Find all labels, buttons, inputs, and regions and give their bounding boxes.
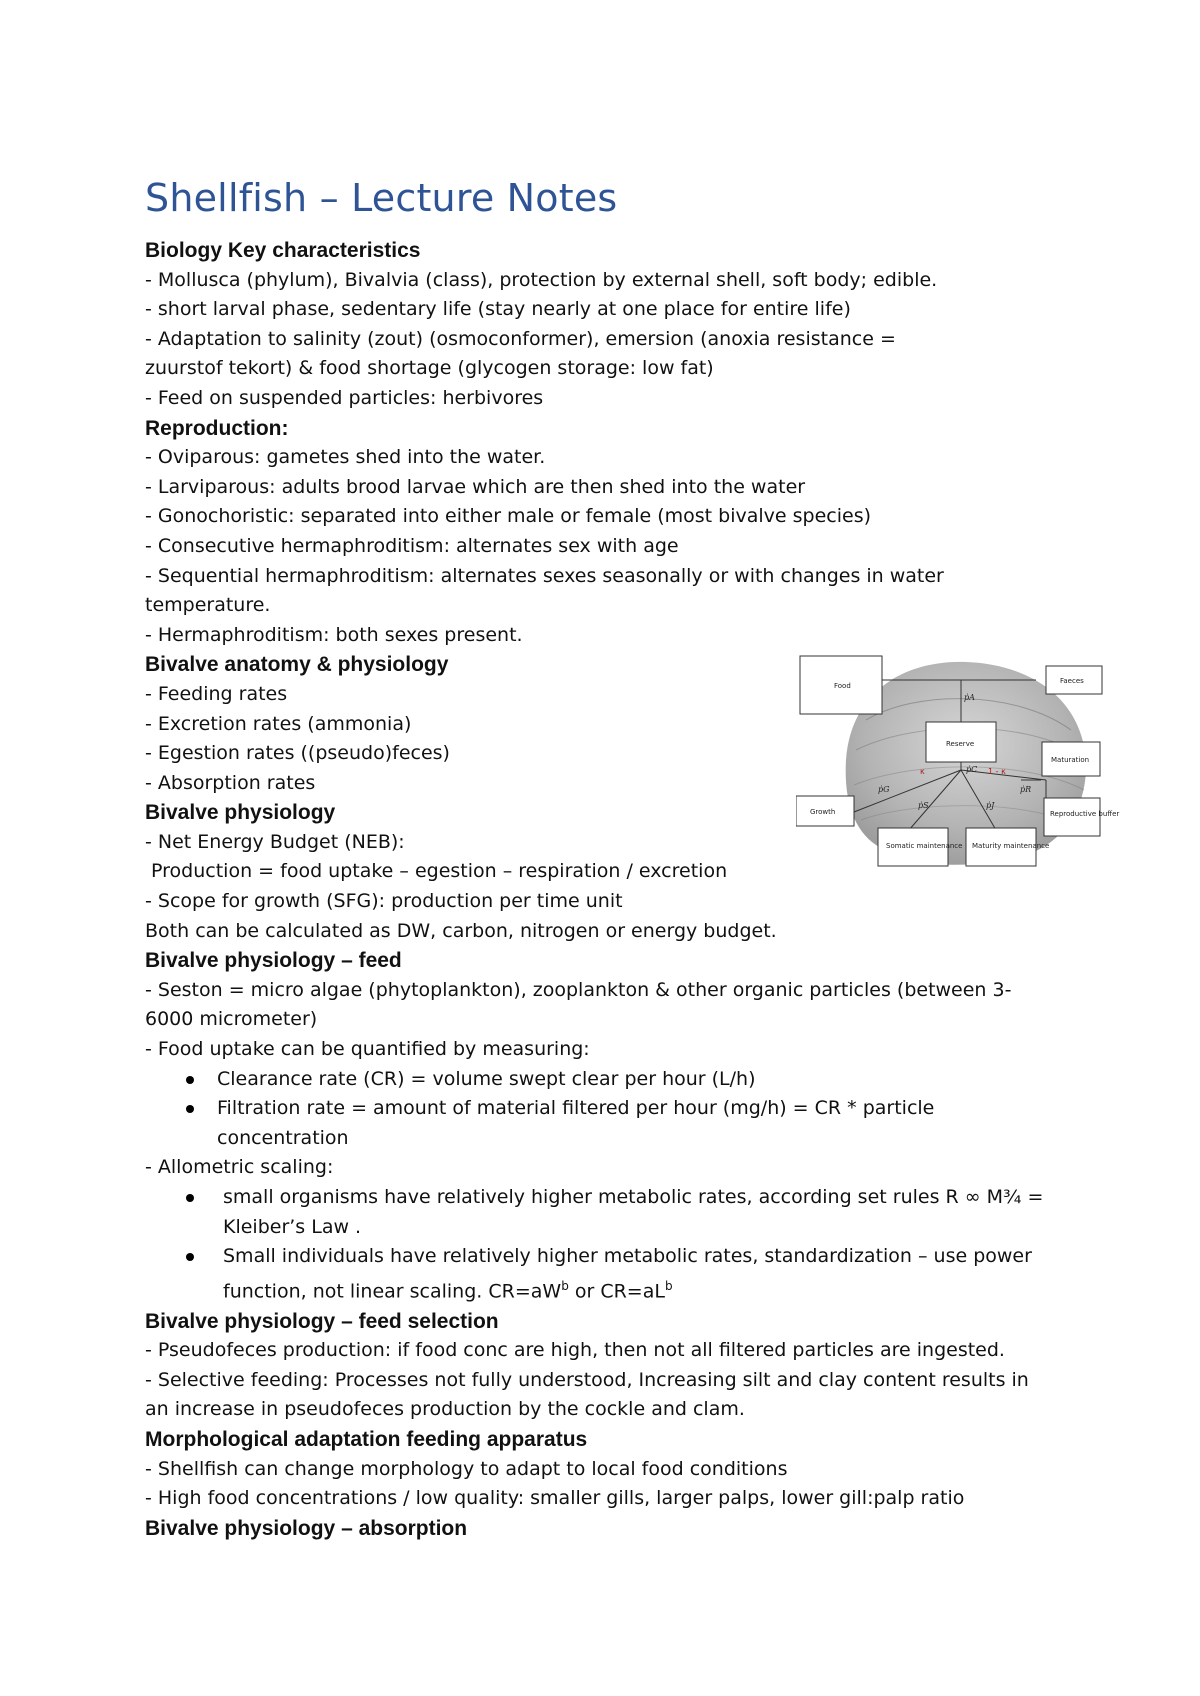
label-reproductive-text: Reproductive buffer	[1050, 810, 1120, 818]
heading-feed-selection: Bivalve physiology – feed selection	[145, 1309, 499, 1333]
bullet-list-food-uptake	[145, 1065, 1060, 1154]
line: Production = food uptake – egestion – respiration / excretion	[145, 860, 728, 883]
symbol-pa: ṗA	[964, 693, 975, 702]
symbol-pg: ṗG	[878, 785, 890, 794]
heading-biology: Biology Key characteristics	[145, 239, 421, 262]
heading-physiology: Bivalve physiology	[145, 801, 336, 825]
bullet-icon	[186, 1253, 194, 1261]
symbol-one-minus-kappa: 1 - κ	[988, 767, 1006, 776]
label-maturity: Maturity maintenance	[972, 842, 1050, 850]
list-item	[145, 1242, 1053, 1307]
line: Both can be calculated as DW, carbon, nitrogen or energy budget.	[145, 919, 777, 942]
line: - short larval phase, sedentary life (stay nearly at one place for entire life)	[145, 298, 851, 321]
line: - Net Energy Budget (NEB):	[145, 830, 405, 853]
line: - Consecutive hermaphroditism: alternates sex with age	[145, 534, 679, 557]
line: - Absorption rates	[145, 771, 316, 794]
deb-diagram	[796, 650, 1134, 882]
line: - Excretion rates (ammonia)	[145, 712, 412, 735]
line: - Oviparous: gametes shed into the water.	[145, 446, 546, 469]
line: - Egestion rates ((pseudo)feces)	[145, 742, 450, 765]
bullet-list-allometric	[145, 1183, 1060, 1307]
list-item	[145, 1065, 1060, 1095]
label-maturation: Maturation	[1051, 756, 1090, 764]
label-somatic: Somatic maintenance	[886, 842, 963, 850]
label-reserve: Reserve	[946, 740, 975, 748]
line: - Shellfish can change morphology to adapt to local food conditions	[145, 1457, 788, 1480]
superscript: b	[561, 1278, 569, 1293]
symbol-pc: ṗC	[966, 765, 978, 774]
label-reproductive	[1050, 810, 1119, 818]
bullet-icon	[186, 1194, 194, 1202]
label-growth: Growth	[810, 808, 836, 816]
heading-anatomy: Bivalve anatomy & physiology	[145, 653, 449, 677]
bullet-text: Clearance rate (CR) = volume swept clear per hour (L/h)	[217, 1067, 756, 1090]
line: - Scope for growth (SFG): production per time unit	[145, 890, 623, 913]
line: - Seston = micro algae (phytoplankton), zooplankton & other organic particles (between 3-6000 micrometer)	[145, 978, 1012, 1031]
notes-body	[145, 236, 1060, 1543]
line: - Selective feeding: Processes not fully understood, Increasing silt and clay content results in an increase in pseudofeces production by the cockle and clam.	[145, 1368, 1029, 1421]
line: - Food uptake can be quantified by measuring:	[145, 1038, 590, 1061]
heading-morphology: Morphological adaptation feeding apparatus	[145, 1428, 588, 1452]
list-item	[145, 1094, 937, 1153]
bullet-icon	[186, 1105, 194, 1113]
heading-absorption: Bivalve physiology – absorption	[145, 1516, 468, 1540]
line: - Allometric scaling:	[145, 1156, 334, 1179]
bullet-icon	[186, 1076, 194, 1084]
line: - Feed on suspended particles: herbivores	[145, 386, 544, 409]
heading-reproduction: Reproduction:	[145, 416, 289, 440]
list-item	[145, 1183, 1053, 1242]
bullet-text: Small individuals have relatively higher metabolic rates, standardization – use power function, not linear scaling. CR=aW	[223, 1245, 1032, 1303]
line: - Feeding rates	[145, 682, 288, 705]
bullet-text: or CR=aL	[568, 1280, 665, 1303]
heading-feed: Bivalve physiology – feed	[145, 949, 402, 973]
line: - Mollusca (phylum), Bivalvia (class), protection by external shell, soft body; edible.	[145, 268, 938, 291]
label-food: Food	[834, 682, 851, 690]
line: - Larviparous: adults brood larvae which are then shed into the water	[145, 475, 806, 498]
line: - Sequential hermaphroditism: alternates sexes seasonally or with changes in water temperature.	[145, 564, 944, 617]
symbol-pr: ṗR	[1020, 785, 1032, 794]
bullet-text: small organisms have relatively higher metabolic rates, according set rules R ∞ M¾ = Kleiber’s Law .	[223, 1186, 1044, 1238]
line: - Adaptation to salinity (zout) (osmoconformer), emersion (anoxia resistance = zuurstof tekort) & food shortage (glycogen storage: low fat)	[145, 327, 896, 380]
symbol-ps: ṗS	[918, 801, 929, 810]
deb-diagram-svg	[796, 650, 1134, 882]
symbol-pj: ṗJ	[986, 801, 995, 810]
label-faeces: Faeces	[1060, 677, 1084, 685]
line: - Gonochoristic: separated into either male or female (most bivalve species)	[145, 505, 872, 528]
page-title: Shellfish – Lecture Notes	[145, 176, 618, 220]
symbol-kappa: κ	[920, 767, 925, 776]
line: - Pseudofeces production: if food conc are high, then not all filtered particles are ingested.	[145, 1339, 1005, 1362]
superscript: b	[664, 1278, 673, 1293]
bullet-text: Filtration rate = amount of material filtered per hour (mg/h) = CR * particle concentration	[217, 1097, 935, 1149]
line: - High food concentrations / low quality: smaller gills, larger palps, lower gill:palp ratio	[145, 1487, 965, 1510]
line: - Hermaphroditism: both sexes present.	[145, 623, 523, 646]
